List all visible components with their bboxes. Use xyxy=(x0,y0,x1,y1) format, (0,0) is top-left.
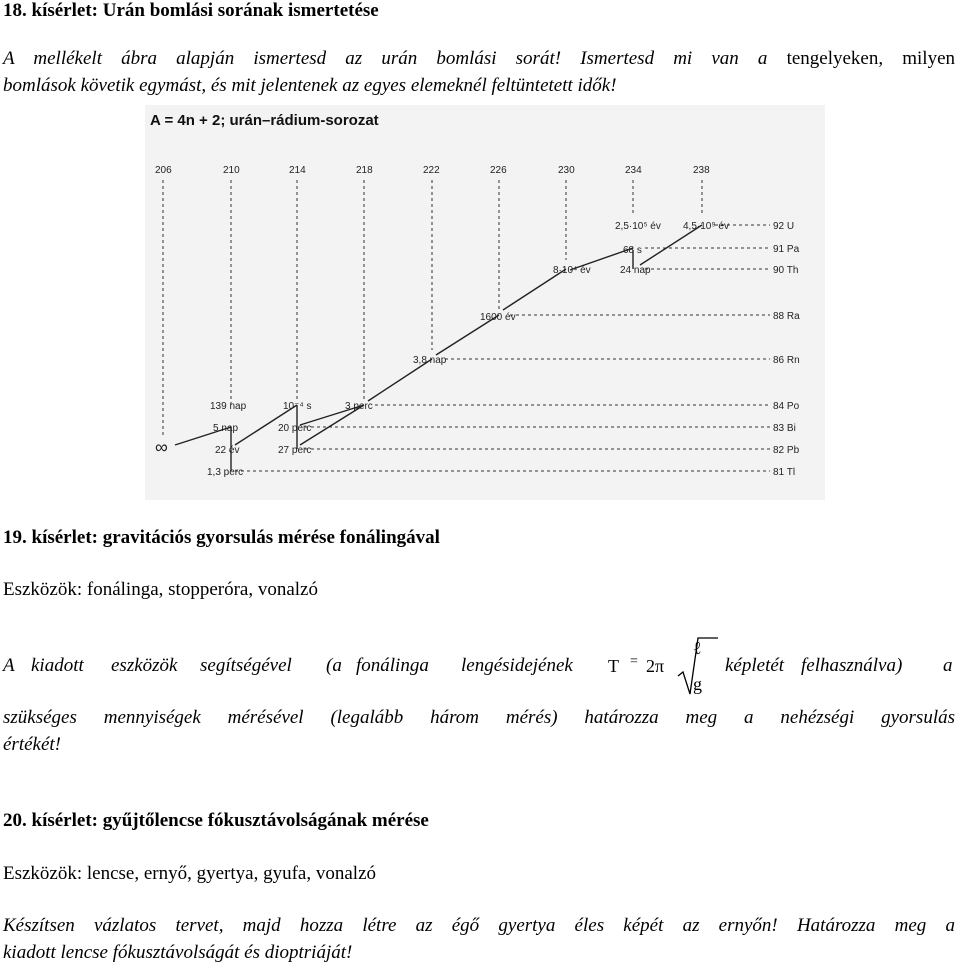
element-po: 84 Po xyxy=(773,401,800,412)
exp18-text-line1: A mellékelt ábra alapján ismertesd az urán bomlási sorát! Ismertesd mi van a tengelyeken, milyen xyxy=(3,48,956,69)
mass-218: 218 xyxy=(356,165,373,176)
formula-t: T xyxy=(608,656,619,676)
halflife-4: 8·10⁴ év xyxy=(553,265,591,276)
diagram-title: A = 4n + 2; urán–rádium-sorozat xyxy=(150,112,379,129)
formula-2pi: 2π xyxy=(646,656,665,676)
word: A xyxy=(3,655,15,676)
halflife-3: 68 s xyxy=(623,245,642,256)
element-tl: 81 Tl xyxy=(773,467,796,478)
element-u: 92 U xyxy=(773,221,795,232)
exp19-text-line2: szükséges mennyiségek mérésével (legalább három mérés) határozza meg a nehézségi gyorsulás xyxy=(3,707,955,728)
word: eszközök xyxy=(111,655,178,676)
halflife-8: 3 perc xyxy=(345,401,373,412)
formula-g: g xyxy=(693,674,702,694)
word: fonálinga xyxy=(356,655,429,676)
exp18-text-line2: bomlások követik egymást, és mit jelentenek az egyes elemeknél feltüntetett idők! xyxy=(3,75,617,96)
mass-222: 222 xyxy=(423,165,440,176)
element-pa: 91 Pa xyxy=(773,244,800,255)
element-pb: 82 Pb xyxy=(773,445,800,456)
word: felhasználva) xyxy=(801,655,903,676)
mass-214: 214 xyxy=(289,165,306,176)
exp20-tools: Eszközök: lencse, ernyő, gyertya, gyufa, vonalzó xyxy=(3,863,377,884)
mass-210: 210 xyxy=(223,165,240,176)
exp19-tools: Eszközök: fonálinga, stopperóra, vonalzó xyxy=(3,579,318,600)
mass-number-labels xyxy=(155,165,710,176)
word: kiadott xyxy=(31,655,84,676)
mass-234: 234 xyxy=(625,165,642,176)
half-life-labels xyxy=(207,221,729,478)
exp19-heading: 19. kísérlet: gravitációs gyorsulás mérése fonálingával xyxy=(3,527,440,548)
halflife-1: 2,5·10⁵ év xyxy=(615,221,661,232)
element-gridlines xyxy=(235,225,770,471)
halflife-11: 5 nap xyxy=(213,423,239,434)
word: (a xyxy=(326,655,342,676)
halflife-6: 1600 év xyxy=(480,312,516,323)
word: a xyxy=(943,655,953,676)
mass-226: 226 xyxy=(490,165,507,176)
mass-gridlines xyxy=(163,180,702,435)
element-rn: 86 Rn xyxy=(773,355,800,366)
uranium-decay-diagram xyxy=(145,105,825,500)
halflife-15: 1,3 perc xyxy=(207,467,244,478)
halflife-5: 24 nap xyxy=(620,265,651,276)
word: képletét xyxy=(725,655,785,676)
element-th: 90 Th xyxy=(773,265,799,276)
exp20-text-line1: Készítsen vázlatos tervet, majd hozza létre az égő gyertya éles képét az ernyőn! Határozza meg a xyxy=(3,915,955,936)
word: segítségével xyxy=(200,655,292,676)
element-labels xyxy=(773,221,800,478)
halflife-2: 4,5·10⁹ év xyxy=(683,221,729,232)
word: lengésidejének xyxy=(461,655,573,676)
formula-equals: = xyxy=(630,654,638,669)
halflife-7: 3,8 nap xyxy=(413,355,447,366)
halflife-9: 139 nap xyxy=(210,401,247,412)
exp20-heading: 20. kísérlet: gyűjtőlencse fókusztávolságának mérése xyxy=(3,810,429,831)
infinity-symbol: ∞ xyxy=(155,437,168,457)
mass-230: 230 xyxy=(558,165,575,176)
exp18-heading: 18. kísérlet: Urán bomlási sorának ismertetése xyxy=(3,0,379,21)
halflife-12: 20 perc xyxy=(278,423,312,434)
mass-206: 206 xyxy=(155,165,172,176)
element-bi: 83 Bi xyxy=(773,423,796,434)
halflife-10: 10⁻⁴ s xyxy=(283,401,312,412)
exp19-text-line3: értékét! xyxy=(3,734,62,755)
decay-arrows xyxy=(175,225,702,471)
formula-l: ℓ xyxy=(693,638,702,658)
exp19-formula-line xyxy=(3,655,955,685)
mass-238: 238 xyxy=(693,165,710,176)
element-ra: 88 Ra xyxy=(773,311,800,322)
halflife-14: 27 perc xyxy=(278,445,312,456)
exp20-text-line2: kiadott lencse fókusztávolságát és dioptriáját! xyxy=(3,942,353,963)
decay-chart-svg xyxy=(145,105,825,500)
period-formula xyxy=(598,636,718,696)
halflife-13: 22 év xyxy=(215,445,240,456)
